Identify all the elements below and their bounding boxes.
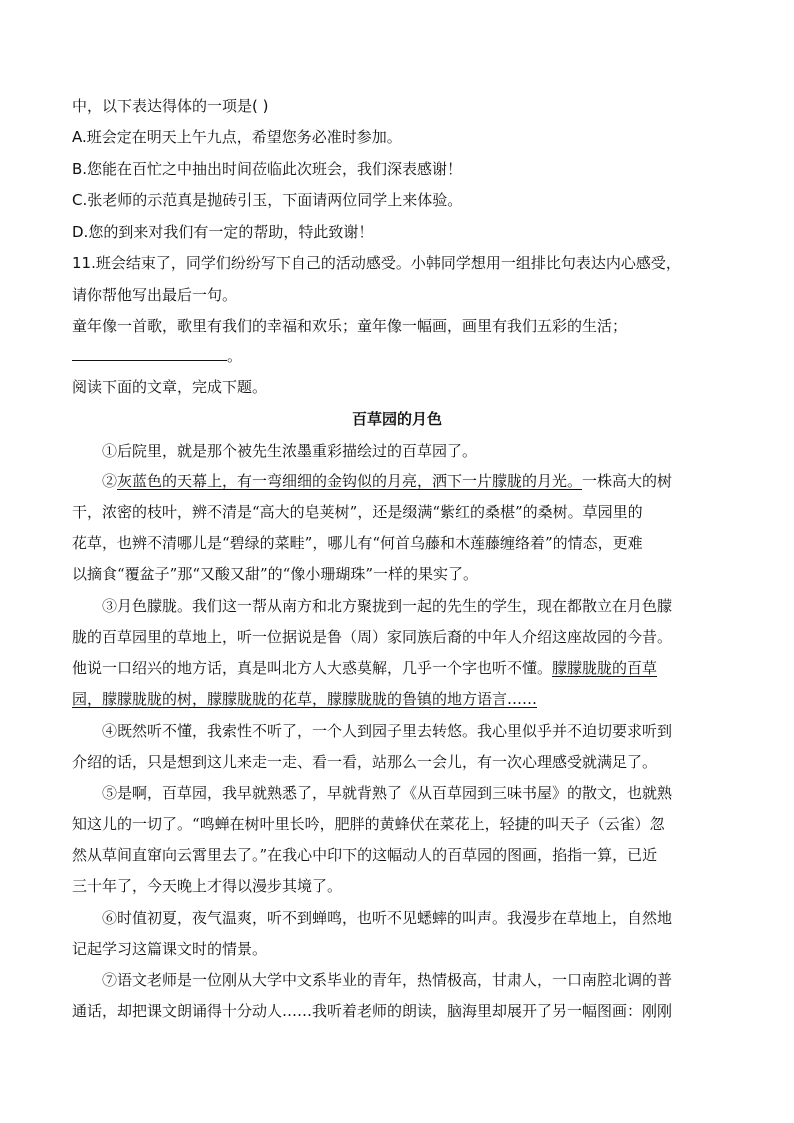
underlined-sentence: 灰蓝色的天幕上，有一弯细细的金钩似的月亮，洒下一片朦胧的月光。 [117, 472, 583, 490]
paragraph-2-rest: 一株高大的树 [582, 472, 673, 490]
paragraph-3-text: 他说一口绍兴的地方话，真是叫北方人大惑莫解，几乎一个字也听不懂。 [72, 659, 553, 677]
q10-option-a: A.班会定在明天上午九点，希望您务必准时参加。 [72, 128, 402, 146]
paragraph-3-line2: 胧的百草园里的草地上，听一位据说是鲁（周）家同族后裔的中年人介绍这座故园的今昔。 [72, 628, 673, 646]
paragraph-2-line4: 以摘食“覆盆子”那“又酸又甜”的“像小珊瑚珠”一样的果实了。 [72, 565, 479, 583]
paragraph-6-line1: ⑥时值初夏，夜气温爽，听不到蝉鸣，也听不见蟋蟀的叫声。我漫步在草地上，自然地 [102, 909, 673, 927]
q11-answer-line [72, 346, 242, 366]
answer-period: 。 [227, 347, 243, 365]
paragraph-1: ①后院里，就是那个被先生浓墨重彩描绘过的百草园了。 [102, 442, 478, 460]
underlined-phrase-cont: 园，朦朦胧胧的树，朦朦胧胧的花草，朦朦胧胧的鲁镇的地方语言…… [72, 690, 538, 708]
paragraph-3-line3 [72, 658, 657, 678]
paragraph-5-line3: 然从草间直窜向云霄里去了。”在我心中印下的这幅动人的百草园的图画，掐指一算，已近 [72, 846, 658, 864]
q10-option-b: B.您能在百忙之中抽出时间莅临此次班会，我们深表感谢！ [72, 160, 463, 178]
paragraph-4-line2: 介绍的话，只是想到这儿来走一走、看一看，站那么一会儿，有一次心理感受就满足了。 [72, 753, 658, 771]
paragraph-7-line1: ⑦语文老师是一位刚从大学中文系毕业的青年，热情极高，甘肃人，一口南腔北调的普 [102, 971, 673, 989]
q10-option-d: D.您的到来对我们有一定的帮助，特此致谢！ [72, 223, 374, 241]
q11-stem-line2: 请你帮他写出最后一句。 [72, 286, 238, 304]
paragraph-3-line1: ③月色朦胧。我们这一帮从南方和北方聚拢到一起的先生的学生，现在都散立在月色朦 [102, 597, 673, 615]
paragraph-5-line4: 三十年了，今天晚上才得以漫步其境了。 [72, 877, 343, 895]
q10-option-c: C.张老师的示范真是抛砖引玉，下面请两位同学上来体验。 [72, 191, 463, 209]
paragraph-4-line1: ④既然听不懂，我索性不听了，一个人到园子里去转悠。我心里似乎并不迫切要求听到 [102, 722, 673, 740]
q10-stem: 中，以下表达得体的一项是( ) [72, 97, 269, 115]
paragraph-6-line2: 记起学习这篇课文时的情景。 [72, 940, 268, 958]
answer-blank[interactable] [72, 346, 227, 361]
q11-stem-line1: 11.班会结束了，同学们纷纷写下自己的活动感受。小韩同学想用一组排比句表达内心感受， [72, 254, 681, 272]
underlined-phrase: 朦朦胧胧的百草 [552, 659, 658, 677]
paragraph-2-line1 [102, 471, 672, 491]
article-title: 百草园的月色 [351, 410, 442, 428]
reading-intro: 阅读下面的文章，完成下题。 [72, 378, 268, 396]
paragraph-3-line4 [72, 689, 537, 709]
paragraph-2-line2: 干，浓密的枝叶，辨不清是“高大的皂荚树”，还是缀满“紫红的桑椹”的桑树。草园里的 [72, 503, 643, 521]
paragraph-7-line2: 通话，却把课文朗诵得十分动人……我听着老师的朗读，脑海里却展开了另一幅图画：刚刚 [72, 1002, 673, 1020]
paragraph-5-line1: ⑤是啊，百草园，我早就熟悉了，早就背熟了《从百草园到三味书屋》的散文，也就熟 [102, 784, 673, 802]
paragraph-2-line3: 花草，也辨不清哪儿是“碧绿的菜畦”，哪儿有“何首乌藤和木莲藤缠络着”的情态，更难 [72, 534, 643, 552]
paragraph-5-line2: 知这儿的一切了。“鸣蝉在树叶里长吟，肥胖的黄蜂伏在菜花上，轻捷的叫天子（云雀）忽 [72, 815, 665, 833]
q11-prompt: 童年像一首歌，歌里有我们的幸福和欢乐；童年像一幅画，画里有我们五彩的生活； [72, 317, 628, 335]
paragraph-2-number: ② [102, 472, 118, 490]
